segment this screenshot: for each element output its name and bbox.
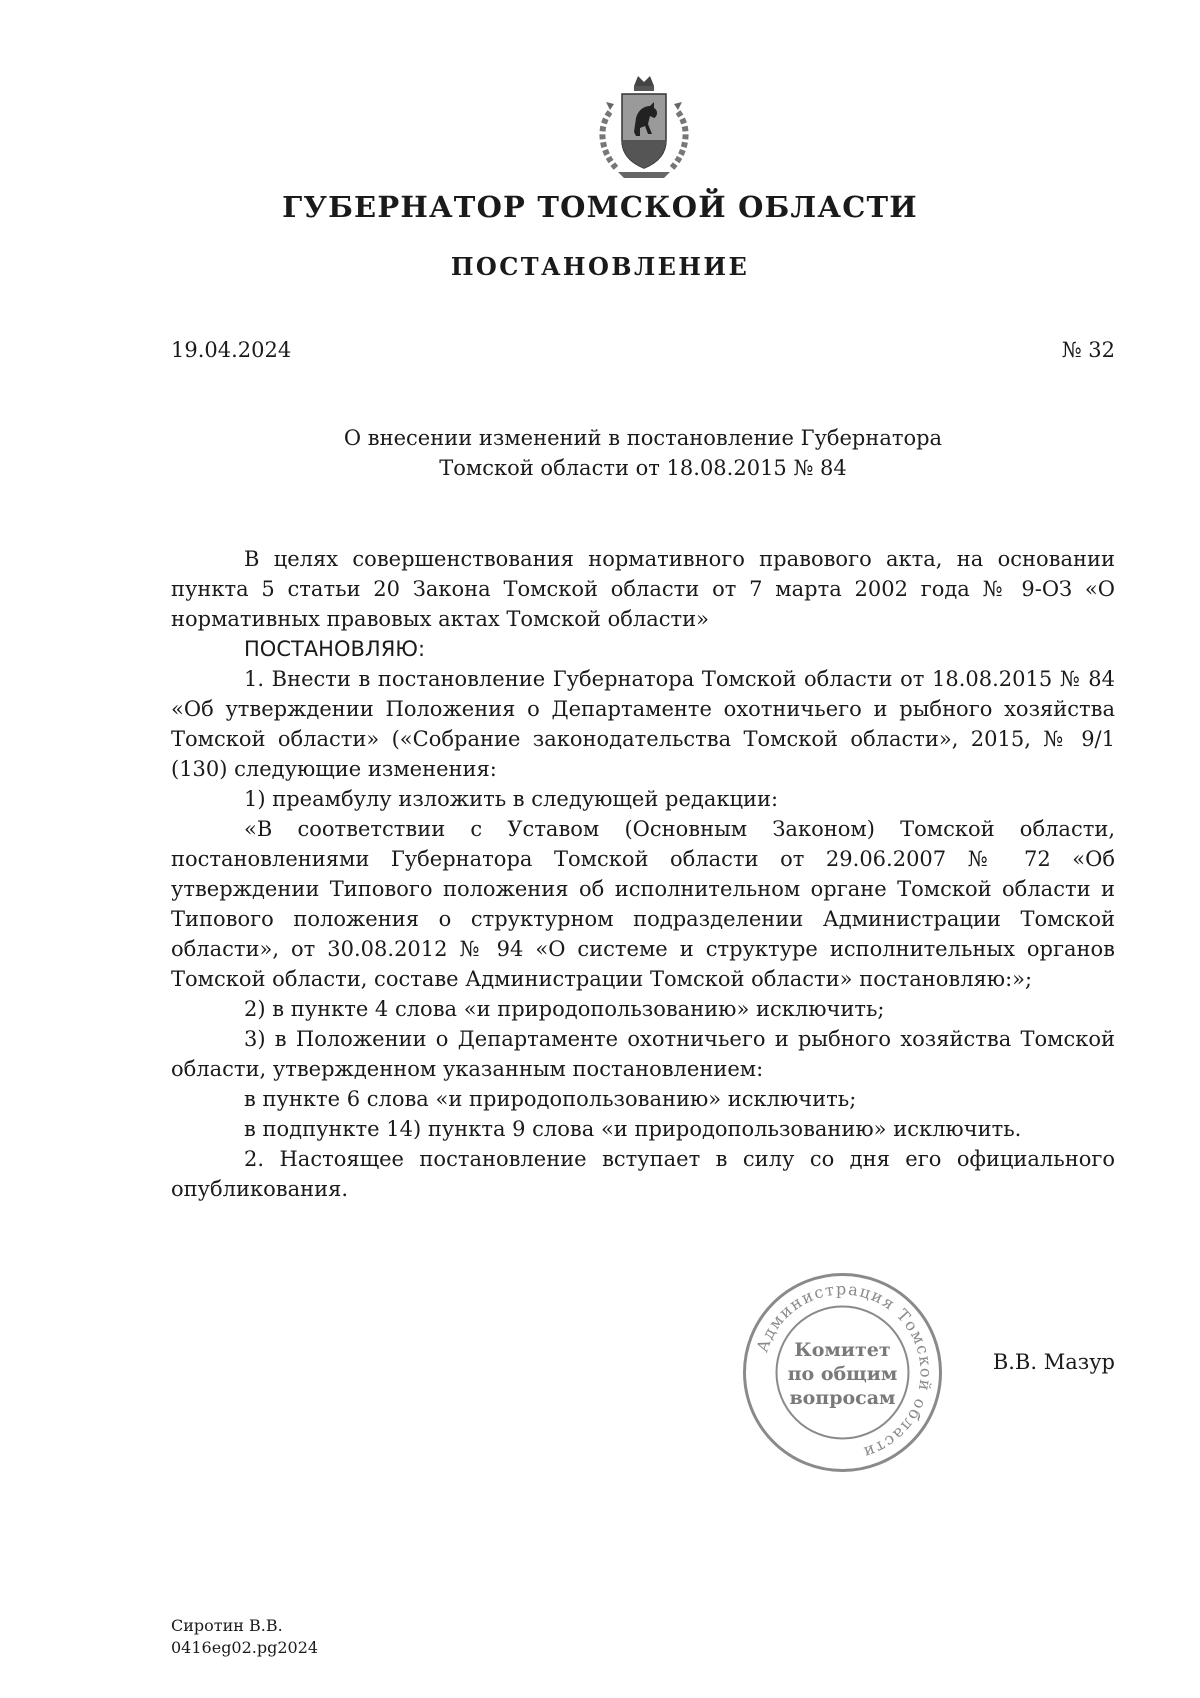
document-subject	[171, 423, 1115, 483]
document-body	[171, 544, 1115, 1204]
document-date: 19.04.2024	[171, 338, 292, 362]
preamble-new-text: «В соответствии с Уставом (Основным Законом) Томской области, постановлениями Губернатора Томской области от 29.06.2007 № 72 «Об утверждении Типового положения об исполнительном органе Томской области и Типового положения о структурном подразделении Администрации Томской области», от 30.08.2012 № 94 «О системе и структуре исполнительных органов Томской области, составе Администрации Томской области» постановляю:»;	[171, 817, 1115, 991]
executor-name: Сиротин В.В.	[171, 1616, 283, 1635]
stamp-line: вопросам	[789, 1387, 896, 1409]
document-footer	[171, 1615, 318, 1659]
preamble-paragraph: В целях совершенствования нормативного правового акта, на основании пункта 5 статьи 20 Закона Томской области от 7 марта 2002 года № 9-ОЗ «О нормативных правовых актах Томской области»	[171, 547, 1115, 631]
issuing-authority: ГУБЕРНАТОР ТОМСКОЙ ОБЛАСТИ	[282, 190, 918, 224]
stamp-line: Комитет	[794, 1339, 891, 1361]
document-number: № 32	[1061, 338, 1115, 362]
stamp-line: по общим	[787, 1363, 898, 1385]
stamp-outer-text: Администрация Томской области	[752, 1279, 936, 1463]
official-stamp	[740, 1270, 945, 1475]
signatory-name: В.В. Мазур	[992, 1350, 1115, 1374]
item-1-2-paragraph: 2) в пункте 4 слова «и природопользованию» исключить;	[244, 997, 885, 1021]
item-1-3-b-paragraph: в подпункте 14) пункта 9 слова «и природопользованию» исключить.	[244, 1117, 1022, 1141]
item-1-3-paragraph: 3) в Положении о Департаменте охотничьего и рыбного хозяйства Томской области, утвержденном указанным постановлением:	[171, 1027, 1115, 1081]
item-1-1-paragraph: 1) преамбулу изложить в следующей редакции:	[244, 787, 779, 811]
item-1-paragraph: 1. Внести в постановление Губернатора Томской области от 18.08.2015 № 84 «Об утверждении Положения о Департаменте охотничьего и рыбного хозяйства Томской области» («Собрание законодательства Томской области», 2015, № 9/1 (130) следующие изменения:	[171, 667, 1115, 781]
file-code: 0416eg02.pg2024	[171, 1638, 319, 1657]
decree-word: ПОСТАНОВЛЯЮ:	[244, 637, 426, 661]
item-1-3-a-paragraph: в пункте 6 слова «и природопользованию» исключить;	[244, 1087, 857, 1111]
document-type: ПОСТАНОВЛЕНИЕ	[450, 252, 750, 281]
item-2-paragraph: 2. Настоящее постановление вступает в силу со дня его официального опубликования.	[171, 1147, 1115, 1201]
subject-line: О внесении изменений в постановление Губернатора	[343, 426, 943, 450]
subject-line: Томской области от 18.08.2015 № 84	[439, 456, 847, 480]
tomsk-coat-of-arms-icon	[588, 72, 700, 184]
